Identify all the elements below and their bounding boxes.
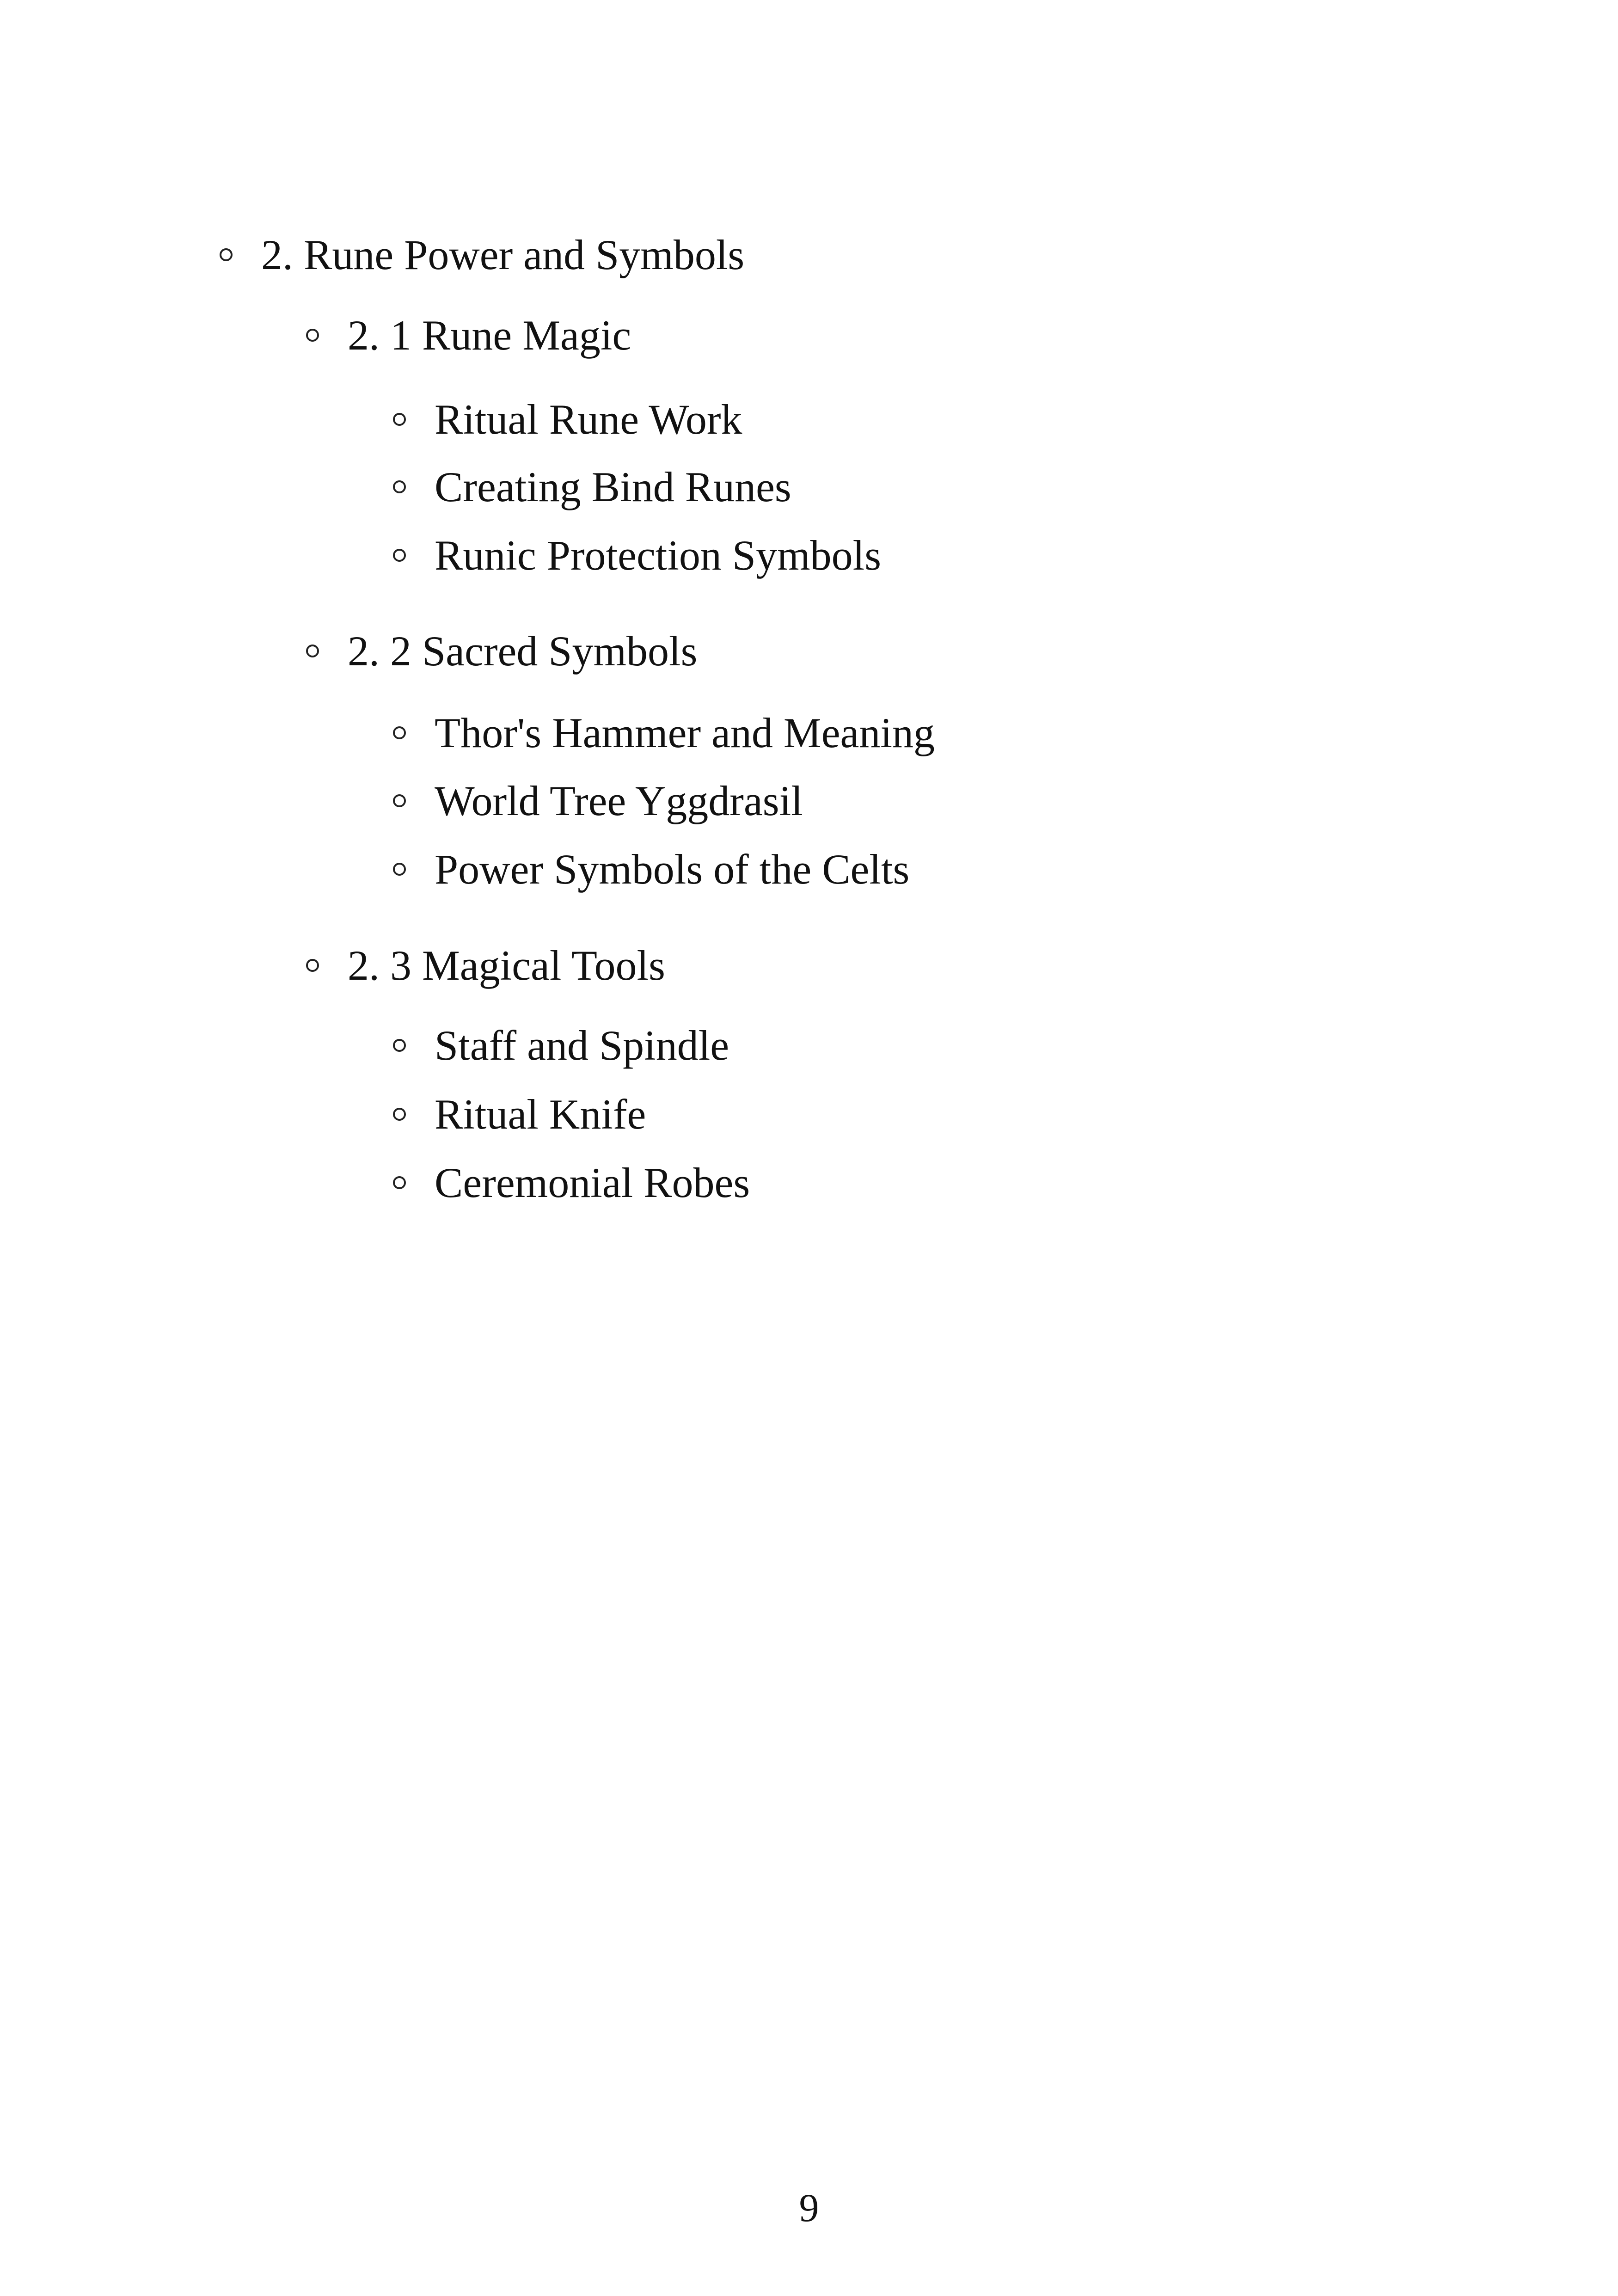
hollow-circle-bullet-icon [393,549,406,562]
hollow-circle-bullet-icon [306,959,319,972]
hollow-circle-bullet-icon [393,726,406,739]
hollow-circle-bullet-icon [306,645,319,657]
outline-item-label: World Tree Yggdrasil [435,777,803,824]
hollow-circle-bullet-icon [220,248,233,261]
outline-item-label: Staff and Spindle [435,1022,729,1069]
outline-subsection-label: 2. 1 Rune Magic [348,312,631,359]
page-number: 9 [799,2185,819,2230]
hollow-circle-bullet-icon [393,1108,406,1121]
outline-section-label: 2. Rune Power and Symbols [261,231,745,278]
outline-item-label: Ritual Rune Work [435,396,742,443]
hollow-circle-bullet-icon [306,329,319,342]
hollow-circle-bullet-icon [393,1176,406,1189]
outline-item-label: Runic Protection Symbols [435,532,881,579]
hollow-circle-bullet-icon [393,413,406,426]
outline-item-label: Thor's Hammer and Meaning [435,709,935,756]
outline-item-label: Ritual Knife [435,1091,646,1138]
outline-subsection-label: 2. 2 Sacred Symbols [348,627,698,675]
outline-item-label: Ceremonial Robes [435,1159,750,1206]
hollow-circle-bullet-icon [393,480,406,493]
outline-subsection-label: 2. 3 Magical Tools [348,942,665,989]
hollow-circle-bullet-icon [393,794,406,807]
hollow-circle-bullet-icon [393,863,406,876]
outline-item-label: Creating Bind Runes [435,463,791,510]
outline-item-label: Power Symbols of the Celts [435,846,910,893]
hollow-circle-bullet-icon [393,1039,406,1052]
